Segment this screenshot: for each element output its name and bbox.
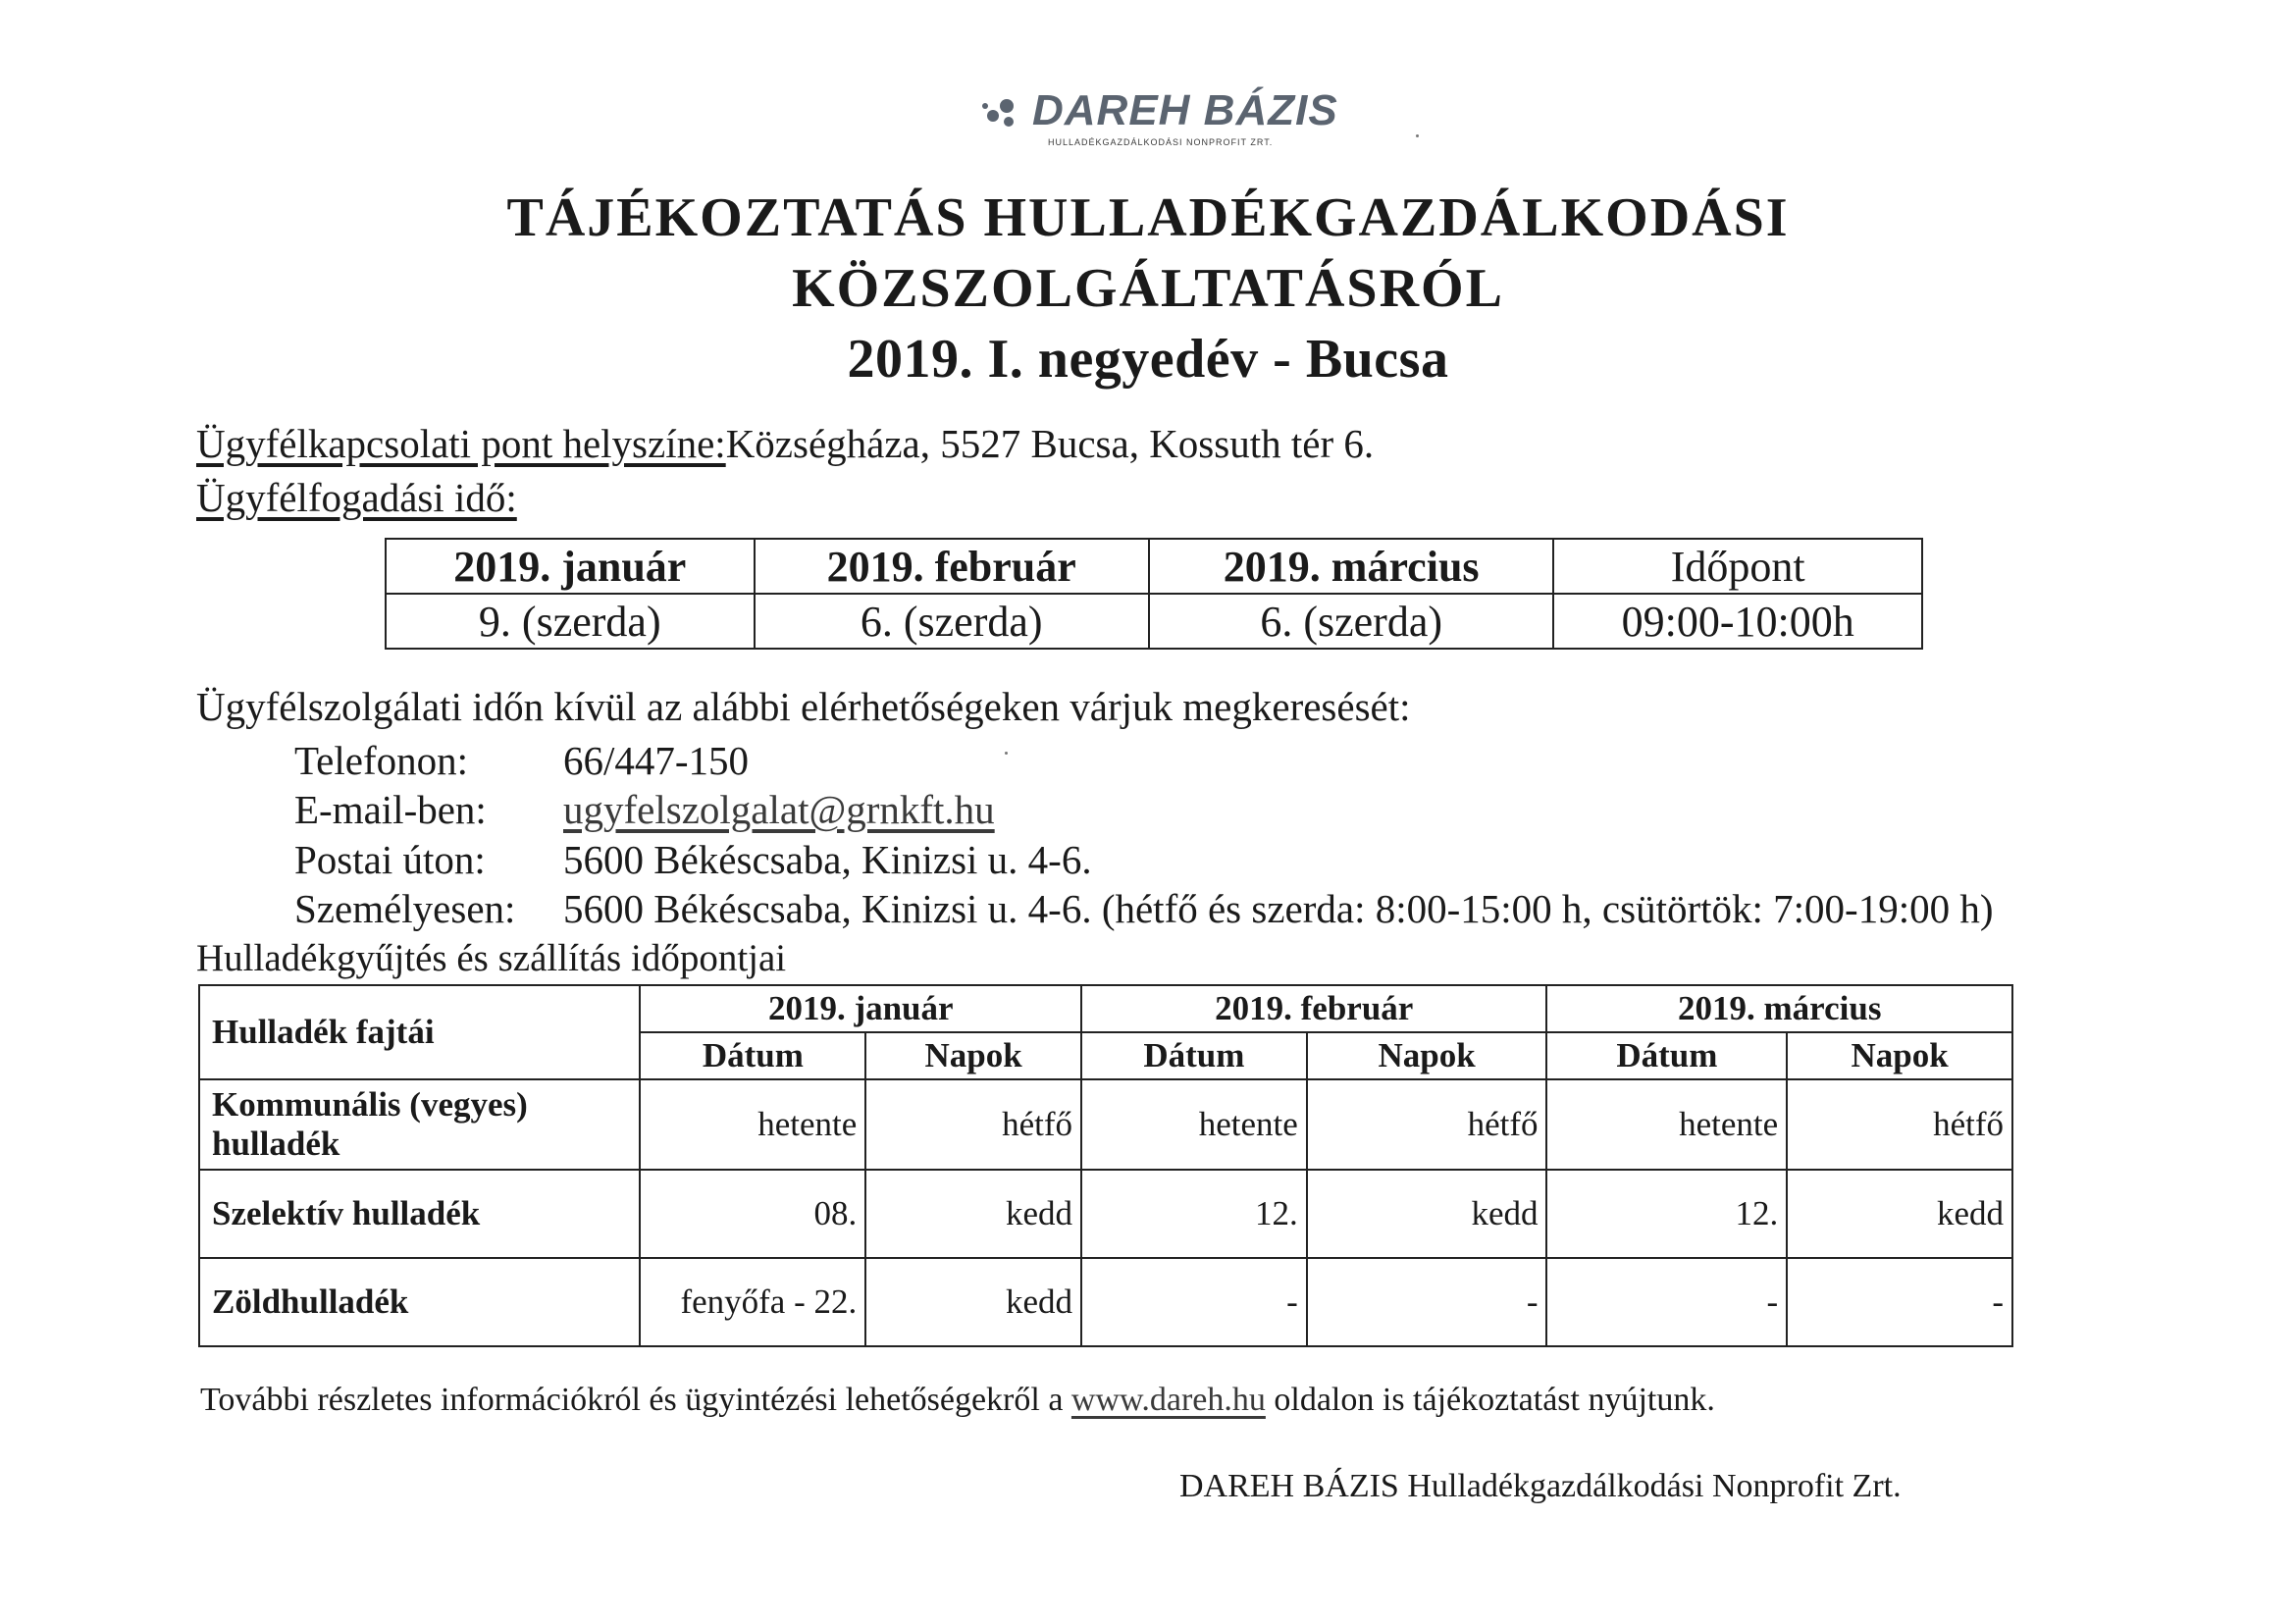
hours-label: Ügyfélfogadási idő: [196, 475, 517, 520]
contact-post-label: Postai úton: [294, 837, 486, 882]
table-cell: - [1546, 1258, 1787, 1346]
row-label: Kommunális (vegyes) hulladék [199, 1079, 640, 1170]
table-cell: kedd [1307, 1170, 1547, 1258]
table-cell: 09:00-10:00h [1553, 594, 1922, 649]
location-value: Községháza, 5527 Bucsa, Kossuth tér 6. [725, 421, 1375, 466]
contact-personal-label: Személyesen: [294, 886, 516, 931]
row-label: Zöldhulladék [199, 1258, 640, 1346]
table-cell: 6. (szerda) [1149, 594, 1554, 649]
table-row [386, 594, 1922, 649]
logo-subtitle: HULLADÉKGAZDÁLKODÁSI NONPROFIT ZRT. [1048, 137, 1274, 147]
collection-schedule-table [198, 984, 2013, 1347]
table-cell: hetente [640, 1079, 865, 1170]
table-cell: kedd [865, 1258, 1081, 1346]
contact-intro: Ügyfélszolgálati időn kívül az alábbi elérhetőségeken várjuk megkeresését: [196, 684, 1411, 729]
table-cell: hetente [1081, 1079, 1307, 1170]
logo-swirl-icon [981, 92, 1024, 131]
contact-email-link[interactable]: ugyfelszolgalat@grnkft.hu [563, 787, 995, 832]
schedule-title: Hulladékgyűjtés és szállítás időpontjai [196, 937, 787, 979]
scan-speck [1416, 134, 1419, 137]
location-row [196, 420, 1374, 467]
table-cell: 08. [640, 1170, 865, 1258]
table-cell: - [1787, 1258, 2012, 1346]
table-cell: hetente [1546, 1079, 1787, 1170]
type-header: Hulladék fajtái [199, 985, 640, 1079]
days-subheader: Napok [865, 1032, 1081, 1079]
date-subheader: Dátum [1546, 1032, 1787, 1079]
table-header-row [386, 539, 1922, 594]
table-cell: hétfő [865, 1079, 1081, 1170]
hours-label-row [196, 474, 517, 521]
contact-email-label: E-mail-ben: [294, 787, 487, 832]
location-label: Ügyfélkapcsolati pont helyszíne: [196, 421, 726, 466]
page-title-line1: TÁJÉKOZTATÁS HULLADÉKGAZDÁLKODÁSI [506, 187, 1790, 248]
header-cell: 2019. január [386, 539, 755, 594]
row-label: Szelektív hulladék [199, 1170, 640, 1258]
table-cell: hétfő [1307, 1079, 1547, 1170]
table-cell: 6. (szerda) [755, 594, 1149, 649]
table-cell: - [1081, 1258, 1307, 1346]
contact-phone-value: 66/447-150 [563, 738, 750, 783]
date-subheader: Dátum [1081, 1032, 1307, 1079]
footer-note [200, 1382, 1715, 1419]
signature: DAREH BÁZIS Hulladékgazdálkodási Nonprofit Zrt. [1179, 1468, 1902, 1504]
reception-hours-table [385, 538, 1923, 650]
page-title-line3: 2019. I. negyedév - Bucsa [847, 329, 1449, 390]
company-logo [981, 86, 1354, 155]
contact-personal-value: 5600 Békéscsaba, Kinizsi u. 4-6. (hétfő és szerda: 8:00-15:00 h, csütörtök: 7:00-19:00 h) [563, 886, 1994, 931]
website-link[interactable]: www.dareh.hu [1070, 1382, 1266, 1418]
table-cell: kedd [1787, 1170, 2012, 1258]
table-row [199, 1079, 2012, 1170]
header-cell: 2019. február [755, 539, 1149, 594]
month-header: 2019. március [1546, 985, 2012, 1032]
contact-phone-label: Telefonon: [294, 738, 469, 783]
table-cell: - [1307, 1258, 1547, 1346]
scan-speck [1005, 752, 1008, 755]
table-row [199, 1258, 2012, 1346]
footer-text-after: oldalon is tájékoztatást nyújtunk. [1274, 1382, 1715, 1418]
footer-text-before: További részletes információkról és ügyintézési lehetőségekről a [200, 1382, 1064, 1418]
month-header: 2019. január [640, 985, 1081, 1032]
table-cell: hétfő [1787, 1079, 2012, 1170]
table-header-row [199, 985, 2012, 1032]
table-cell: fenyőfa - 22. [640, 1258, 865, 1346]
table-row [199, 1170, 2012, 1258]
logo-name: DAREH BÁZIS [1032, 86, 1338, 134]
days-subheader: Napok [1307, 1032, 1547, 1079]
month-header: 2019. február [1081, 985, 1546, 1032]
contact-post-value: 5600 Békéscsaba, Kinizsi u. 4-6. [563, 837, 1092, 882]
table-cell: 9. (szerda) [386, 594, 755, 649]
table-cell: kedd [865, 1170, 1081, 1258]
days-subheader: Napok [1787, 1032, 2012, 1079]
header-cell: 2019. március [1149, 539, 1554, 594]
page-title-line2: KÖZSZOLGÁLTATÁSRÓL [792, 258, 1504, 319]
table-cell: 12. [1546, 1170, 1787, 1258]
date-subheader: Dátum [640, 1032, 865, 1079]
table-cell: 12. [1081, 1170, 1307, 1258]
header-cell: Időpont [1553, 539, 1922, 594]
